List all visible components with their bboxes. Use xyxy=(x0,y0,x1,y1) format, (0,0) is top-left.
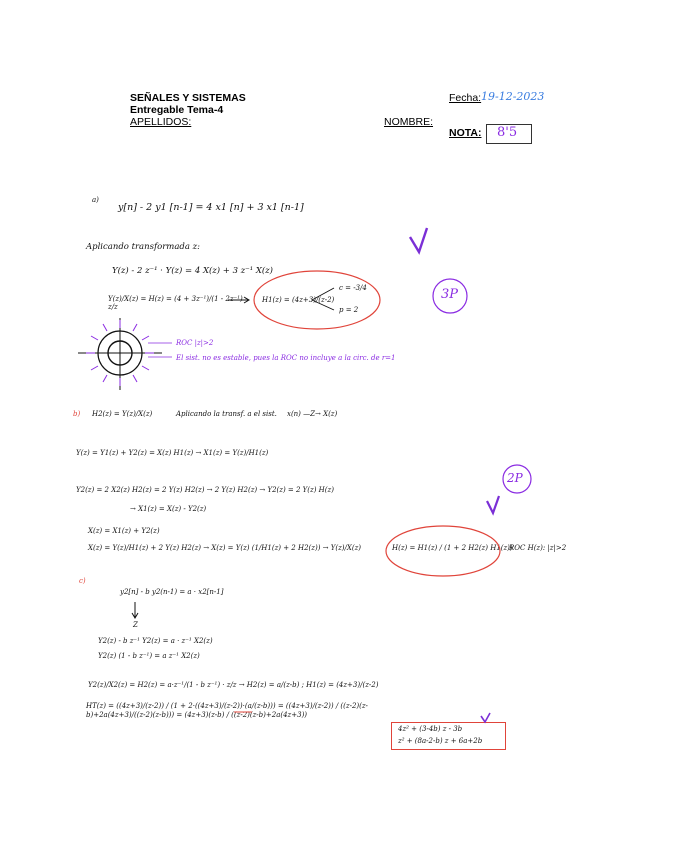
part-a-zero: c = -3/4 xyxy=(339,284,367,292)
course-title: SEÑALES Y SISTEMAS xyxy=(130,92,246,104)
name-label: NOMBRE: xyxy=(384,116,434,128)
grade-value: 8'5 xyxy=(497,125,518,140)
part-b-line1: Y(z) = Y1(z) + Y2(z) = X(z) H1(z) → X1(z) = Y(z)/H1(z) xyxy=(76,449,269,457)
h1-highlight-oval xyxy=(254,271,380,329)
result-highlight-oval xyxy=(386,526,500,576)
part-b-line4: X(z) = X1(z) + Y2(z) xyxy=(88,527,160,535)
part-a-stability-note: El sist. no es estable, pues la ROC no incluye a la circ. de r=1 xyxy=(176,354,396,362)
part-c-line1: Y2(z) - b z⁻¹ Y2(z) = a · z⁻¹ X2(z) xyxy=(98,637,213,645)
part-a-pole: p = 2 xyxy=(339,306,359,314)
checkmark-icon xyxy=(481,713,490,722)
date-value: 19-12-2023 xyxy=(481,90,545,103)
part-b-grade-mark: 2P xyxy=(507,471,523,485)
checkmark-icon xyxy=(410,228,427,252)
part-c-line4: HT(z) = ((4z+3)/(z-2)) / (1 + 2·((4z+3)/(z-2))·(a/(z-b))) = ((4z+3)/(z-2)) / ((z-2)(z-b)+2a(4z+3)/((z-2)(z-b))) = (4z+3)(z-b) / ((z-2)(z-b)+2a(4z+3)) xyxy=(86,702,368,719)
part-b-mapping: x(n) —Z→ X(z) xyxy=(287,410,338,418)
part-a-difference-eq: y[n] - 2 y1 [n-1] = 4 x1 [n] + 3 x1 [n-1] xyxy=(118,202,304,213)
surname-label: APELLIDOS: xyxy=(130,116,192,128)
part-b-result: H(z) = H1(z) / (1 + 2 H2(z) H1(z)) xyxy=(392,544,513,552)
part-b-line5: X(z) = Y(z)/H1(z) + 2 Y(z) H2(z) → X(z) = Y(z) (1/H1(z) + 2 H2(z)) → Y(z)/X(z) xyxy=(88,544,362,552)
grade-circle xyxy=(433,279,467,313)
part-a-label: a) xyxy=(92,196,99,204)
part-c-label: c) xyxy=(79,577,86,585)
grade-circle xyxy=(503,465,531,493)
part-b-definition: H2(z) = Y(z)/X(z) xyxy=(92,410,153,418)
z-plane-sketch xyxy=(78,318,172,390)
part-c-line2: Y2(z) (1 - b z⁻¹) = a z⁻¹ X2(z) xyxy=(98,652,200,660)
part-a-grade-mark: 3P xyxy=(441,287,459,302)
part-c-eq: y2[n] - b y2(n-1) = a · x2[n-1] xyxy=(120,588,224,596)
part-c-arrow-label: Z xyxy=(133,621,138,629)
checkmark-icon xyxy=(487,496,499,513)
part-c-line3: Y2(z)/X2(z) = H2(z) = a·z⁻¹/(1 - b z⁻¹) · z/z → H2(z) = a/(z-b) ; H1(z) = (4z+3)/(z-2) xyxy=(88,681,379,689)
part-b-line2: Y2(z) = 2 X2(z) H2(z) = 2 Y(z) H2(z) → 2 Y(z) H2(z) → Y2(z) = 2 Y(z) H(z) xyxy=(76,486,334,494)
date-label: Fecha: xyxy=(449,92,482,104)
assignment-title: Entregable Tema-4 xyxy=(130,104,224,116)
final-numerator: 4z² + (3-4b) z - 3b xyxy=(398,725,463,733)
part-a-ratio: Y(z)/X(z) = H(z) = (4 + 3z⁻¹)/(1 - 2z⁻¹) · z/z xyxy=(108,295,248,311)
part-b-label: b) xyxy=(73,410,81,418)
final-denominator: z² + (8a-2-b) z + 6a+2b xyxy=(398,737,483,745)
part-a-roc: ROC |z|>2 xyxy=(176,339,214,347)
part-a-note: Aplicando transformada z: xyxy=(86,242,200,252)
part-a-h1: H1(z) = (4z+3)/(z-2) xyxy=(262,296,335,304)
part-b-roc: ROC H(z): |z|>2 xyxy=(509,544,567,552)
grade-label: NOTA: xyxy=(449,127,482,139)
part-b-note: Aplicando la transf. a el sist. xyxy=(176,410,277,418)
part-a-z-eq: Y(z) - 2 z⁻¹ · Y(z) = 4 X(z) + 3 z⁻¹ X(z) xyxy=(112,266,273,276)
part-b-line3: → X1(z) = X(z) - Y2(z) xyxy=(130,505,207,513)
